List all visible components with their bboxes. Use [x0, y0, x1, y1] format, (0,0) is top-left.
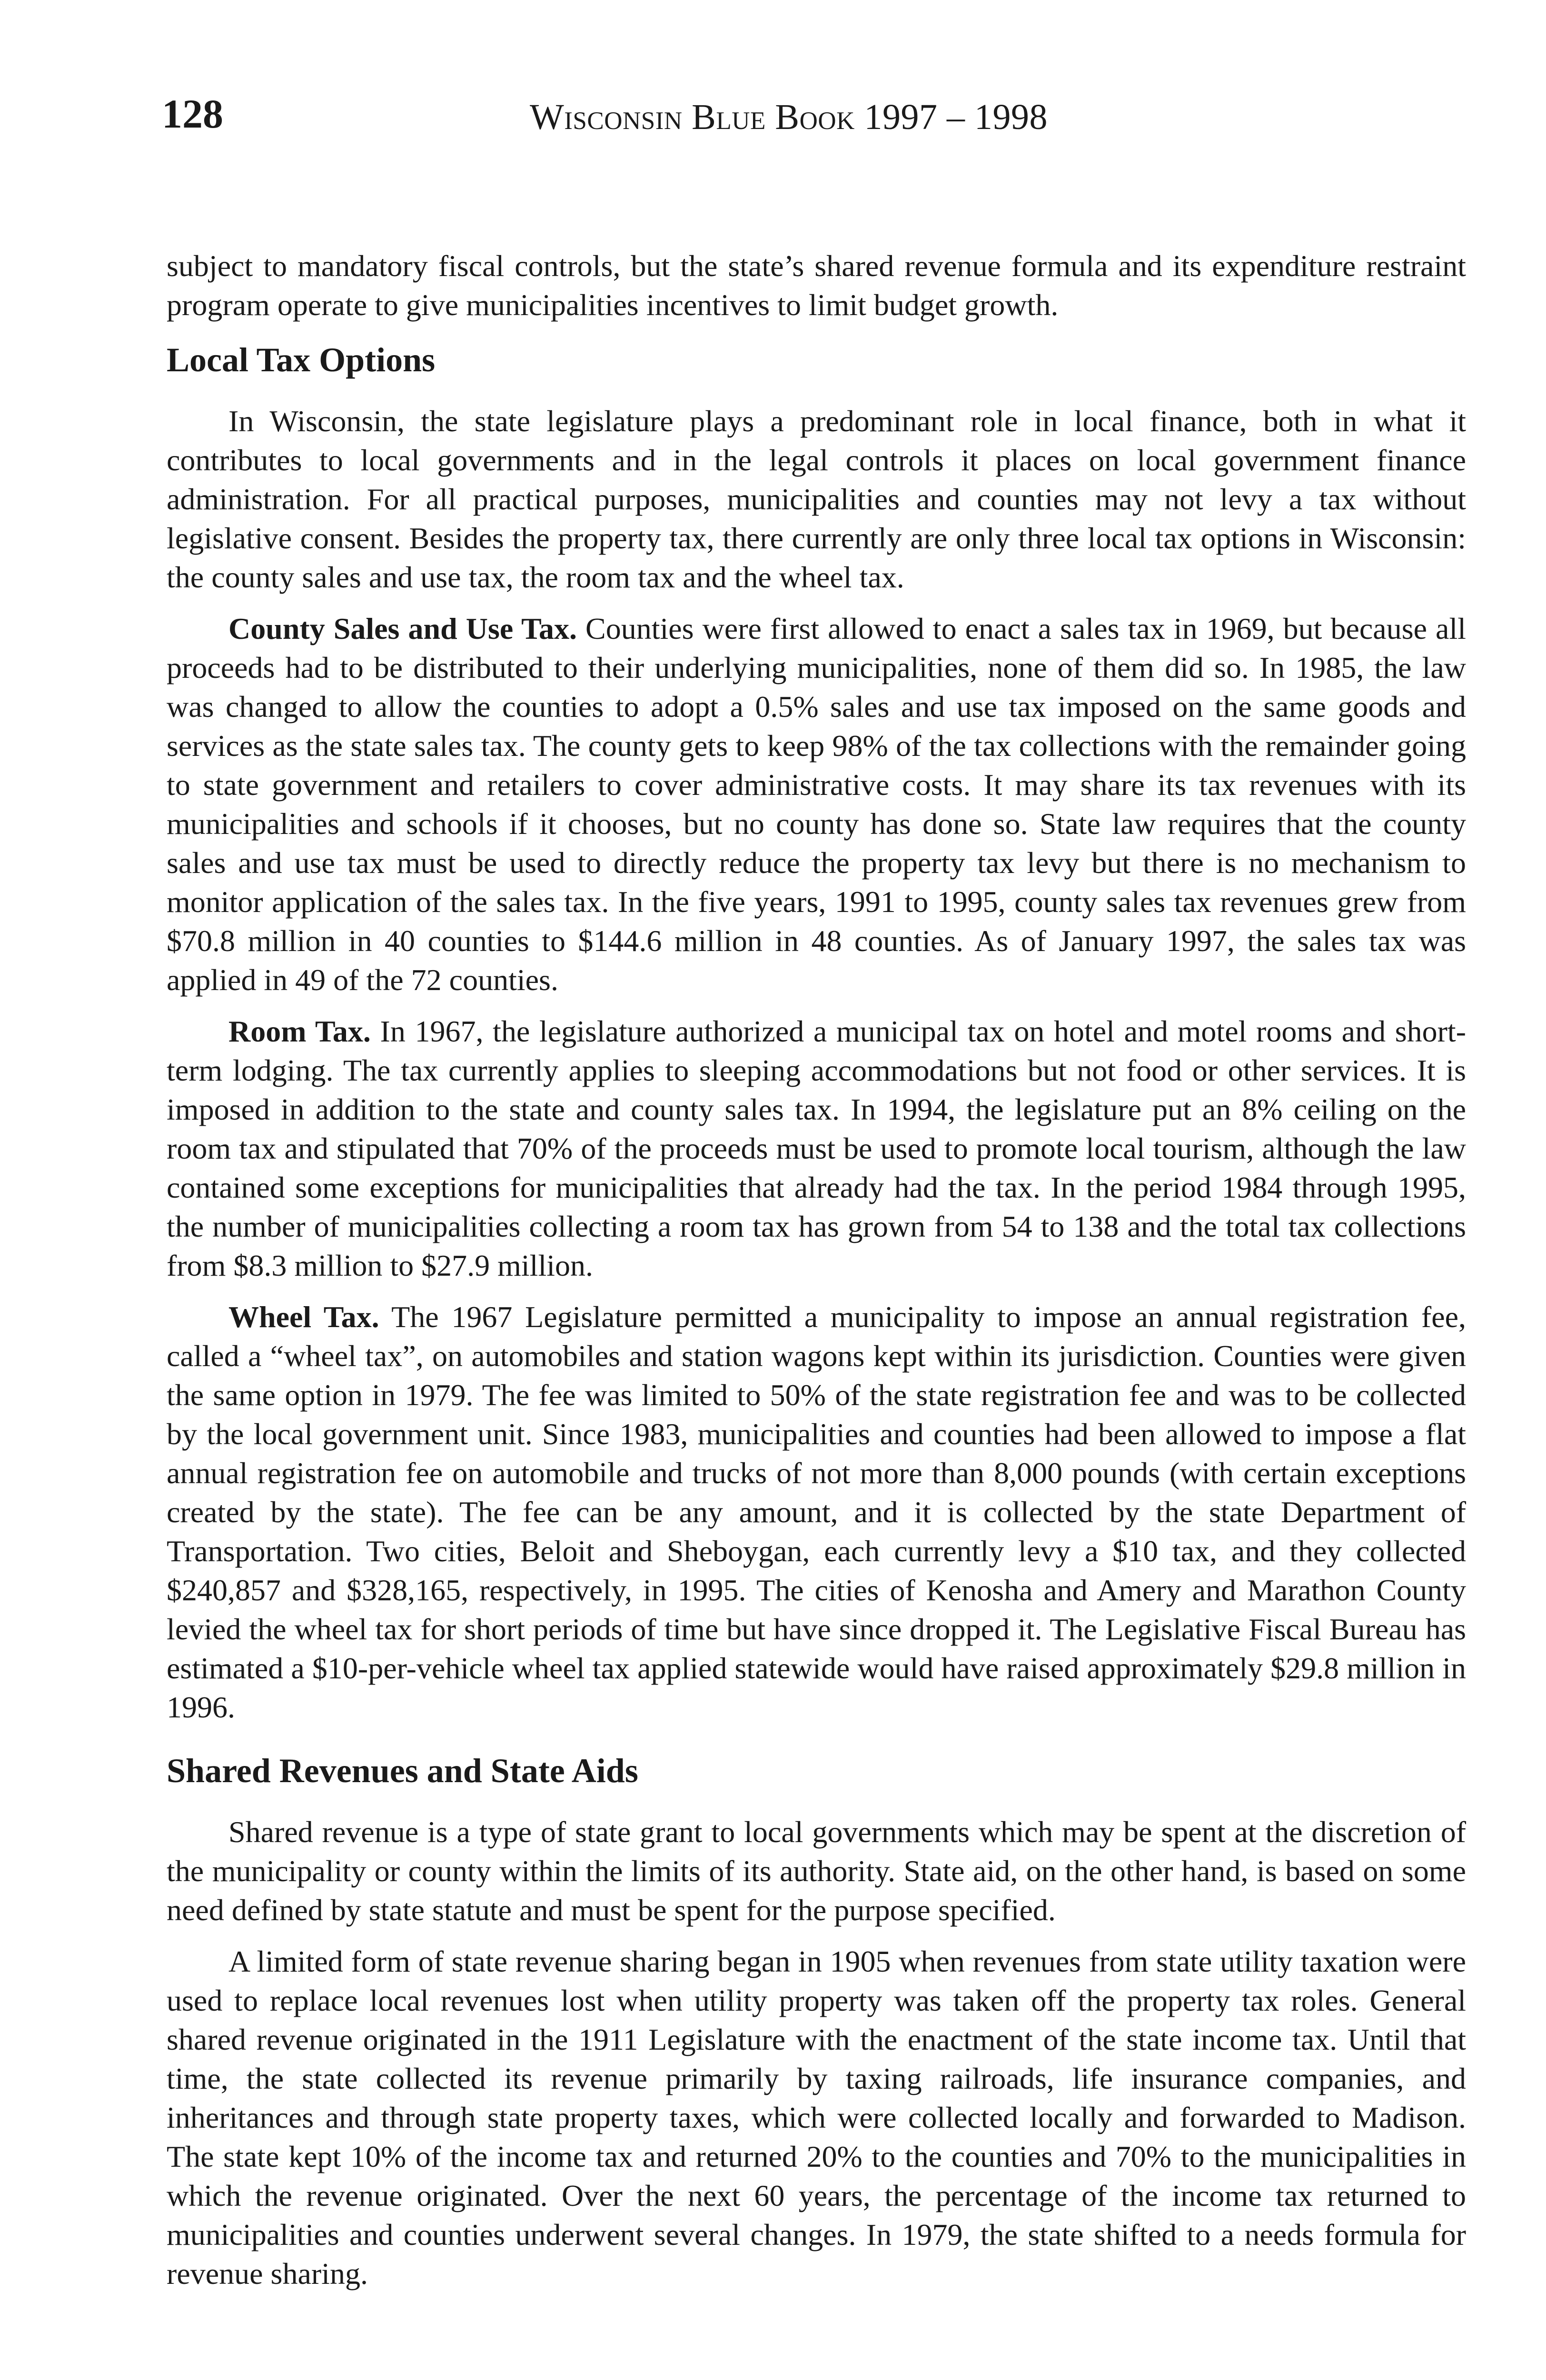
running-head-b: B [692, 97, 716, 137]
wheel-tax-text: The 1967 Legislature permitted a municipality to impose an annual registration fee, called a “wheel tax”, on automobiles and station wagons kept within its jurisdiction. Counties were given the same option in 1979. The fee was limited to 50% of the state registration fee and was to be collected by the local government unit. Since 1983, municipalities and counties had been allowed to impose a flat annual registration fee on automobile and trucks of not more than 8,000 pounds (with certain exceptions created by the state). The fee can be any amount, and it is collected by the state Department of Transportation. Two cities, Beloit and Sheboygan, each currently levy a $10 tax, and they collected $240,857 and $328,165, respectively, in 1995. The cities of Kenosha and Amery and Marathon County levied the wheel tax for short periods of time but have since dropped it. The Legislative Fiscal Bureau has estimated a $10-per-vehicle wheel tax applied statewide would have raised approximately $29.8 million in 1996. [167, 1300, 1467, 1724]
running-head-lue: lue [716, 97, 766, 137]
county-sales-tax-runin: County Sales and Use Tax. [228, 612, 577, 645]
running-head-years: 1997 – 1998 [864, 97, 1048, 137]
page-body [167, 247, 1466, 2293]
wheel-tax-paragraph [167, 1298, 1466, 1727]
county-sales-tax-paragraph [167, 609, 1466, 1000]
intro-paragraph: subject to mandatory fiscal controls, but the state’s shared revenue formula and its expenditure restraint program operate to give municipalities incentives to limit budget growth. [167, 249, 1466, 322]
section-heading-local-tax-options: Local Tax Options [167, 341, 436, 379]
section-heading-shared-revenues: Shared Revenues and State Aids [167, 1752, 638, 1790]
room-tax-paragraph [167, 1012, 1466, 1285]
county-sales-tax-text: Counties were first allowed to enact a sales tax in 1969, but because all proceeds had to be distributed to their underlying municipalities, none of them did so. In 1985, the law was changed to allow the counties to adopt a 0.5% sales and use tax imposed on the same goods and services as the state sales tax. The county gets to keep 98% of the tax collections with the remainder going to state government and retailers to cover administrative costs. It may share its tax revenues with its municipalities and schools if it chooses, but no county has done so. State law requires that the county sales and use tax must be used to directly reduce the property tax levy but there is no mechanism to monitor application of the sales tax. In the five years, 1991 to 1995, county sales tax revenues grew from $70.8 million in 40 counties to $144.6 million in 48 counties. As of January 1997, the sales tax was applied in 49 of the 72 counties. [167, 612, 1467, 997]
room-tax-text: In 1967, the legislature authorized a municipal tax on hotel and motel rooms and short-term lodging. The tax currently applies to sleeping accommodations but not food or other services. It is imposed in addition to the state and county sales tax. In 1994, the legislature put an 8% ceiling on the room tax and stipulated that 70% of the proceeds must be used to promote local tourism, although the law contained some exceptions for municipalities that already had the tax. In the period 1984 through 1995, the number of municipalities collecting a room tax has grown from 54 to 138 and the total tax collections from $8.3 million to $27.9 million. [167, 1014, 1467, 1282]
running-head-ook: ook [799, 97, 855, 137]
running-head [530, 99, 1048, 135]
shared-revenue-paragraph-1: Shared revenue is a type of state grant to local governments which may be spent at the discretion of the municipality or county within the limits of its authority. State aid, on the other hand, is based on some need defined by state statute and must be spent for the purpose specified. [167, 1815, 1466, 1927]
shared-revenue-paragraph-2: A limited form of state revenue sharing began in 1905 when revenues from state utility taxation were used to replace local revenues lost when utility property was taken off the property tax roles. General shared revenue originated in the 1911 Legislature with the enactment of the state income tax. Until that time, the state collected its revenue primarily by taxing railroads, life insurance companies, and inheritances and through state property taxes, which were collected locally and forwarded to Madison. The state kept 10% of the income tax and returned 20% to the counties and 70% to the municipalities in which the revenue originated. Over the next 60 years, the percentage of the income tax returned to municipalities and counties underwent several changes. In 1979, the state shifted to a needs formula for revenue sharing. [167, 1944, 1466, 2291]
room-tax-runin: Room Tax. [228, 1014, 371, 1048]
running-head-isconsin: isconsin [564, 97, 683, 137]
local-tax-paragraph: In Wisconsin, the state legislature plays a predominant role in local finance, both in what it contributes to local governments and in the legal controls it places on local government finance administration. For all practical purposes, municipalities and counties may not levy a tax without legislative consent. Besides the property tax, there currently are only three local tax options in Wisconsin: the county sales and use tax, the room tax and the wheel tax. [167, 404, 1466, 594]
wheel-tax-runin: Wheel Tax. [228, 1300, 379, 1334]
running-head-w: W [530, 97, 565, 137]
page-number: 128 [162, 91, 223, 137]
running-head-bk: B [775, 97, 800, 137]
